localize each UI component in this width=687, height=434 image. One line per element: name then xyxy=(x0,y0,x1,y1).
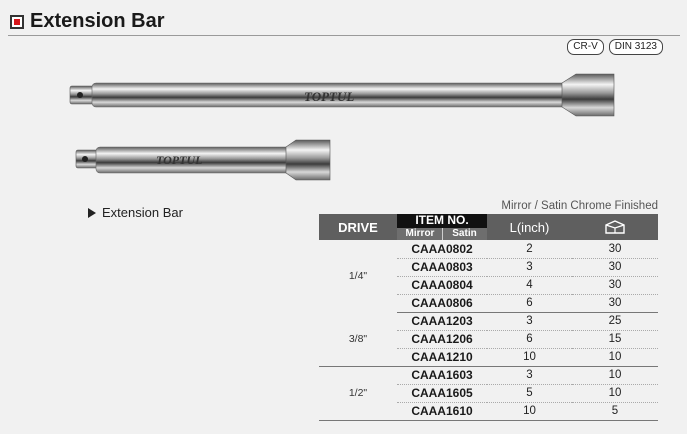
finish-note: Mirror / Satin Chrome Finished xyxy=(501,200,658,212)
table-row xyxy=(319,312,658,330)
item-number: CAAA1610 xyxy=(397,402,487,420)
table-row xyxy=(319,240,658,258)
badge-standard: DIN 3123 xyxy=(609,39,663,55)
square-bullet-icon xyxy=(10,15,24,29)
item-number: CAAA0802 xyxy=(397,240,487,258)
item-number: CAAA1210 xyxy=(397,348,487,366)
length-cell: 2 xyxy=(487,240,572,258)
quantity-cell: 5 xyxy=(572,402,658,420)
item-number: CAAA1603 xyxy=(397,366,487,384)
product-label xyxy=(88,205,183,220)
item-number: CAAA1203 xyxy=(397,312,487,330)
header-item-no: ITEM NO. xyxy=(397,214,487,228)
product-label-text: Extension Bar xyxy=(102,205,183,220)
length-cell: 5 xyxy=(487,384,572,402)
header-finish-sub xyxy=(397,228,487,240)
length-cell: 3 xyxy=(487,366,572,384)
brand-mark-short: TOPTUL xyxy=(156,153,203,167)
drive-cell: 3/8" xyxy=(319,312,397,366)
item-number: CAAA0803 xyxy=(397,258,487,276)
page-title: Extension Bar xyxy=(30,10,165,32)
quantity-cell: 10 xyxy=(572,348,658,366)
quantity-cell: 30 xyxy=(572,276,658,294)
header-quantity xyxy=(572,214,658,240)
header-drive: DRIVE xyxy=(319,214,397,240)
length-cell: 10 xyxy=(487,348,572,366)
title-bar xyxy=(8,10,680,36)
triangle-bullet-icon xyxy=(88,208,96,218)
box-icon xyxy=(604,219,626,235)
length-cell: 6 xyxy=(487,294,572,312)
table-row xyxy=(319,366,658,384)
item-number: CAAA0804 xyxy=(397,276,487,294)
badge-material: CR-V xyxy=(567,39,603,55)
spec-table xyxy=(319,214,658,421)
length-cell: 10 xyxy=(487,402,572,420)
quantity-cell: 10 xyxy=(572,384,658,402)
length-cell: 3 xyxy=(487,258,572,276)
long-extension-bar-image xyxy=(66,66,622,122)
quantity-cell: 10 xyxy=(572,366,658,384)
brand-mark-long: TOPTUL xyxy=(304,89,355,104)
spec-badges xyxy=(567,39,663,55)
header-satin: Satin xyxy=(442,228,486,240)
quantity-cell: 15 xyxy=(572,330,658,348)
drive-cell: 1/4" xyxy=(348,270,368,282)
quantity-cell: 30 xyxy=(572,258,658,276)
drive-cell: 1/2" xyxy=(319,366,397,420)
item-number: CAAA1605 xyxy=(397,384,487,402)
quantity-cell: 25 xyxy=(572,312,658,330)
length-cell: 3 xyxy=(487,312,572,330)
quantity-cell: 30 xyxy=(572,240,658,258)
length-cell: 6 xyxy=(487,330,572,348)
item-number: CAAA1206 xyxy=(397,330,487,348)
header-length: L(inch) xyxy=(487,214,572,240)
header-mirror: Mirror xyxy=(405,227,435,239)
short-extension-bar-image xyxy=(72,138,342,188)
length-cell: 4 xyxy=(487,276,572,294)
item-number: CAAA0806 xyxy=(397,294,487,312)
quantity-cell: 30 xyxy=(572,294,658,312)
